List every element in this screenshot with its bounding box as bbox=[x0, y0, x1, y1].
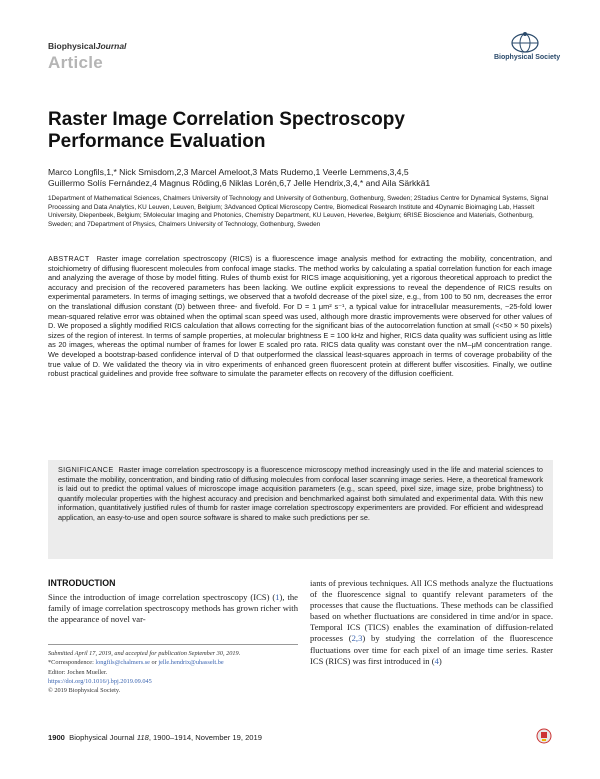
significance-heading: SIGNIFICANCE bbox=[58, 465, 114, 474]
body-column-right: iants of previous techniques. All ICS methods analyze the fluctuations of the fluorescence signal to quantify relevant parameters of the processes that cause the fluctuations. These methods can be classified based on whether fluctuations are considered in time and/or in space. Temporal ICS (TICS) enables the examination of diffusion-related processes (2,3) by studying the correlation of the fluorescence fluctuations over time for each pixel of an image time series. Raster ICS (RICS) was first introduced in (4) bbox=[310, 578, 553, 666]
reference-link[interactable]: 1 bbox=[275, 592, 280, 602]
author-line-1: Marco Longfils,1,* Nick Smisdom,2,3 Marcel Ameloot,3 Mats Rudemo,1 Veerle Lemmens,3,4,5 bbox=[48, 167, 409, 177]
body-column-left: Since the introduction of image correlation spectroscopy (ICS) (1), the family of image correlation spectroscopy methods has grown richer with the appearance of novel var- bbox=[48, 592, 298, 625]
biophysical-society-logo bbox=[494, 30, 561, 70]
footnotes bbox=[48, 649, 298, 695]
abstract-text: Raster image correlation spectroscopy (RICS) is a fluorescence image analysis method for extracting the mobility, concentration, and stoichiometry of diffusing fluorescent molecules from confocal image stacks. The method works by calculating a spatial correlation function for each image and analyzing the average of those by model fitting. Rules of thumb exist for RICS image acquisitioning, yet a rigorous theoretical approach to predict the accuracy and precision of the recovered parameters has been lacking. We outline explicit expressions to reveal the dependence of RICS results on experimental parameters. In terms of imaging settings, we observed that a twofold decrease of the pixel size, e.g., from 100 to 50 nm, decreases the error on the translational diffusion constant (D) between three- and fivefold. For D = 1 μm² s⁻¹, a typical value for intracellular measurements, ~25-fold lower mean-squared relative error was obtained when the optimal scan speed was used, although more drastic improvements were observed for other values of D. We proposed a slightly modified RICS calculation that allows correcting for the significant bias of the autocorrelation function at small (<<50 × 50 pixels) sizes of the region of interest. In terms of sample properties, at molecular brightness E = 100 kHz and higher, RICS data quality was sufficient using as little as 20 images, whereas the optimal number of frames for lower E scaled pro rata. RICS data quality was constant over the nM–μM concentration range. We developed a bootstrap-based confidence interval of D that outperformed the classical least-squares approach in terms of coverage probability of the true value of D. We validated the theory via in vitro experiments of enhanced green fluorescent protein at different buffer viscosities. Finally, we outline robust practical guidelines and provide free software to simulate the parameter effects on recovery of the diffusion coefficient. bbox=[48, 254, 552, 379]
journal-name: BiophysicalJournal bbox=[48, 41, 127, 51]
author-list bbox=[48, 167, 548, 189]
article-type-label: Article bbox=[48, 53, 104, 72]
footnote-divider bbox=[48, 644, 298, 645]
significance-box bbox=[48, 460, 553, 559]
abstract-heading: ABSTRACT bbox=[48, 254, 90, 263]
abstract bbox=[48, 254, 552, 379]
correspondence: *Correspondence: longfils@chalmers.se or jelle.hendrix@uhasselt.be bbox=[48, 659, 224, 667]
society-logo-text: Biophysical Society bbox=[494, 54, 561, 61]
editor: Editor: Jochen Mueller. bbox=[48, 668, 108, 676]
introduction-heading: INTRODUCTION bbox=[48, 578, 116, 588]
doi-link[interactable]: https://doi.org/10.1016/j.bpj.2019.09.045 bbox=[48, 677, 152, 685]
reference-link[interactable]: 2,3 bbox=[351, 633, 363, 644]
email-link[interactable]: longfils@chalmers.se bbox=[95, 659, 150, 667]
author-line-2: Guillermo Solís Fernández,4 Magnus Röding,6 Niklas Lorén,6,7 Jelle Hendrix,3,4,* and Aila Särkkä1 bbox=[48, 178, 431, 188]
society-emblem-icon bbox=[494, 30, 556, 54]
email-link[interactable]: jelle.hendrix@uhasselt.be bbox=[158, 659, 224, 667]
affiliations: 1Department of Mathematical Sciences, Chalmers University of Technology and University of Gothenburg, Gothenburg, Sweden; 2Stadius Centre for Dynamical Systems, Signal Processing and Data Analytics, KU Leuven, Leuven, Belgium; 3Advanced Optical Microscopy Centre, Biomedical Research Institute and 4Dynamic Bioimaging Lab, Hasselt University, Diepenbeek, Belgium; 5Molecular Imaging and Photonics, Chemistry Department, KU Leuven, Heverlee, Belgium; 6RISE Bioscience and Materials, Gothenburg, Sweden; and 7Department of Physics, Chalmers University of Technology, Gothenburg, Sweden bbox=[48, 195, 549, 228]
submission-dates: Submitted April 17, 2019, and accepted for publication September 30, 2019. bbox=[48, 650, 241, 657]
check-for-updates-icon[interactable] bbox=[536, 728, 552, 744]
significance-text: Raster image correlation spectroscopy is a fluorescence microscopy method increasingly used in the life and material sciences to estimate the mobility, concentration, and binding ratio of diffusing molecules from confocal laser scanning image series. Here, a theoretical framework is laid out to predict the optimal values of microscope image acquisition parameters (e.g., scan speed, pixel size, image size, probe brightness) to quantify molecular properties with the highest accuracy and precision and benchmarked against both simulated and experimental data. With this new information, quantitatively justified rules of thumb for raster image correlation spectroscopy experimenters are provided. For efficient and widespread application, an easy-to-use and open source software is shared to make such predictions per se. bbox=[58, 465, 543, 522]
copyright: © 2019 Biophysical Society. bbox=[48, 687, 121, 695]
page-footer: 1900 Biophysical Journal 118, 1900–1914, November 19, 2019 bbox=[48, 733, 262, 742]
page-number: 1900 bbox=[48, 733, 65, 742]
reference-link[interactable]: 4 bbox=[434, 655, 439, 666]
paper-title: Raster Image Correlation Spectroscopy Performance Evaluation bbox=[48, 109, 405, 152]
